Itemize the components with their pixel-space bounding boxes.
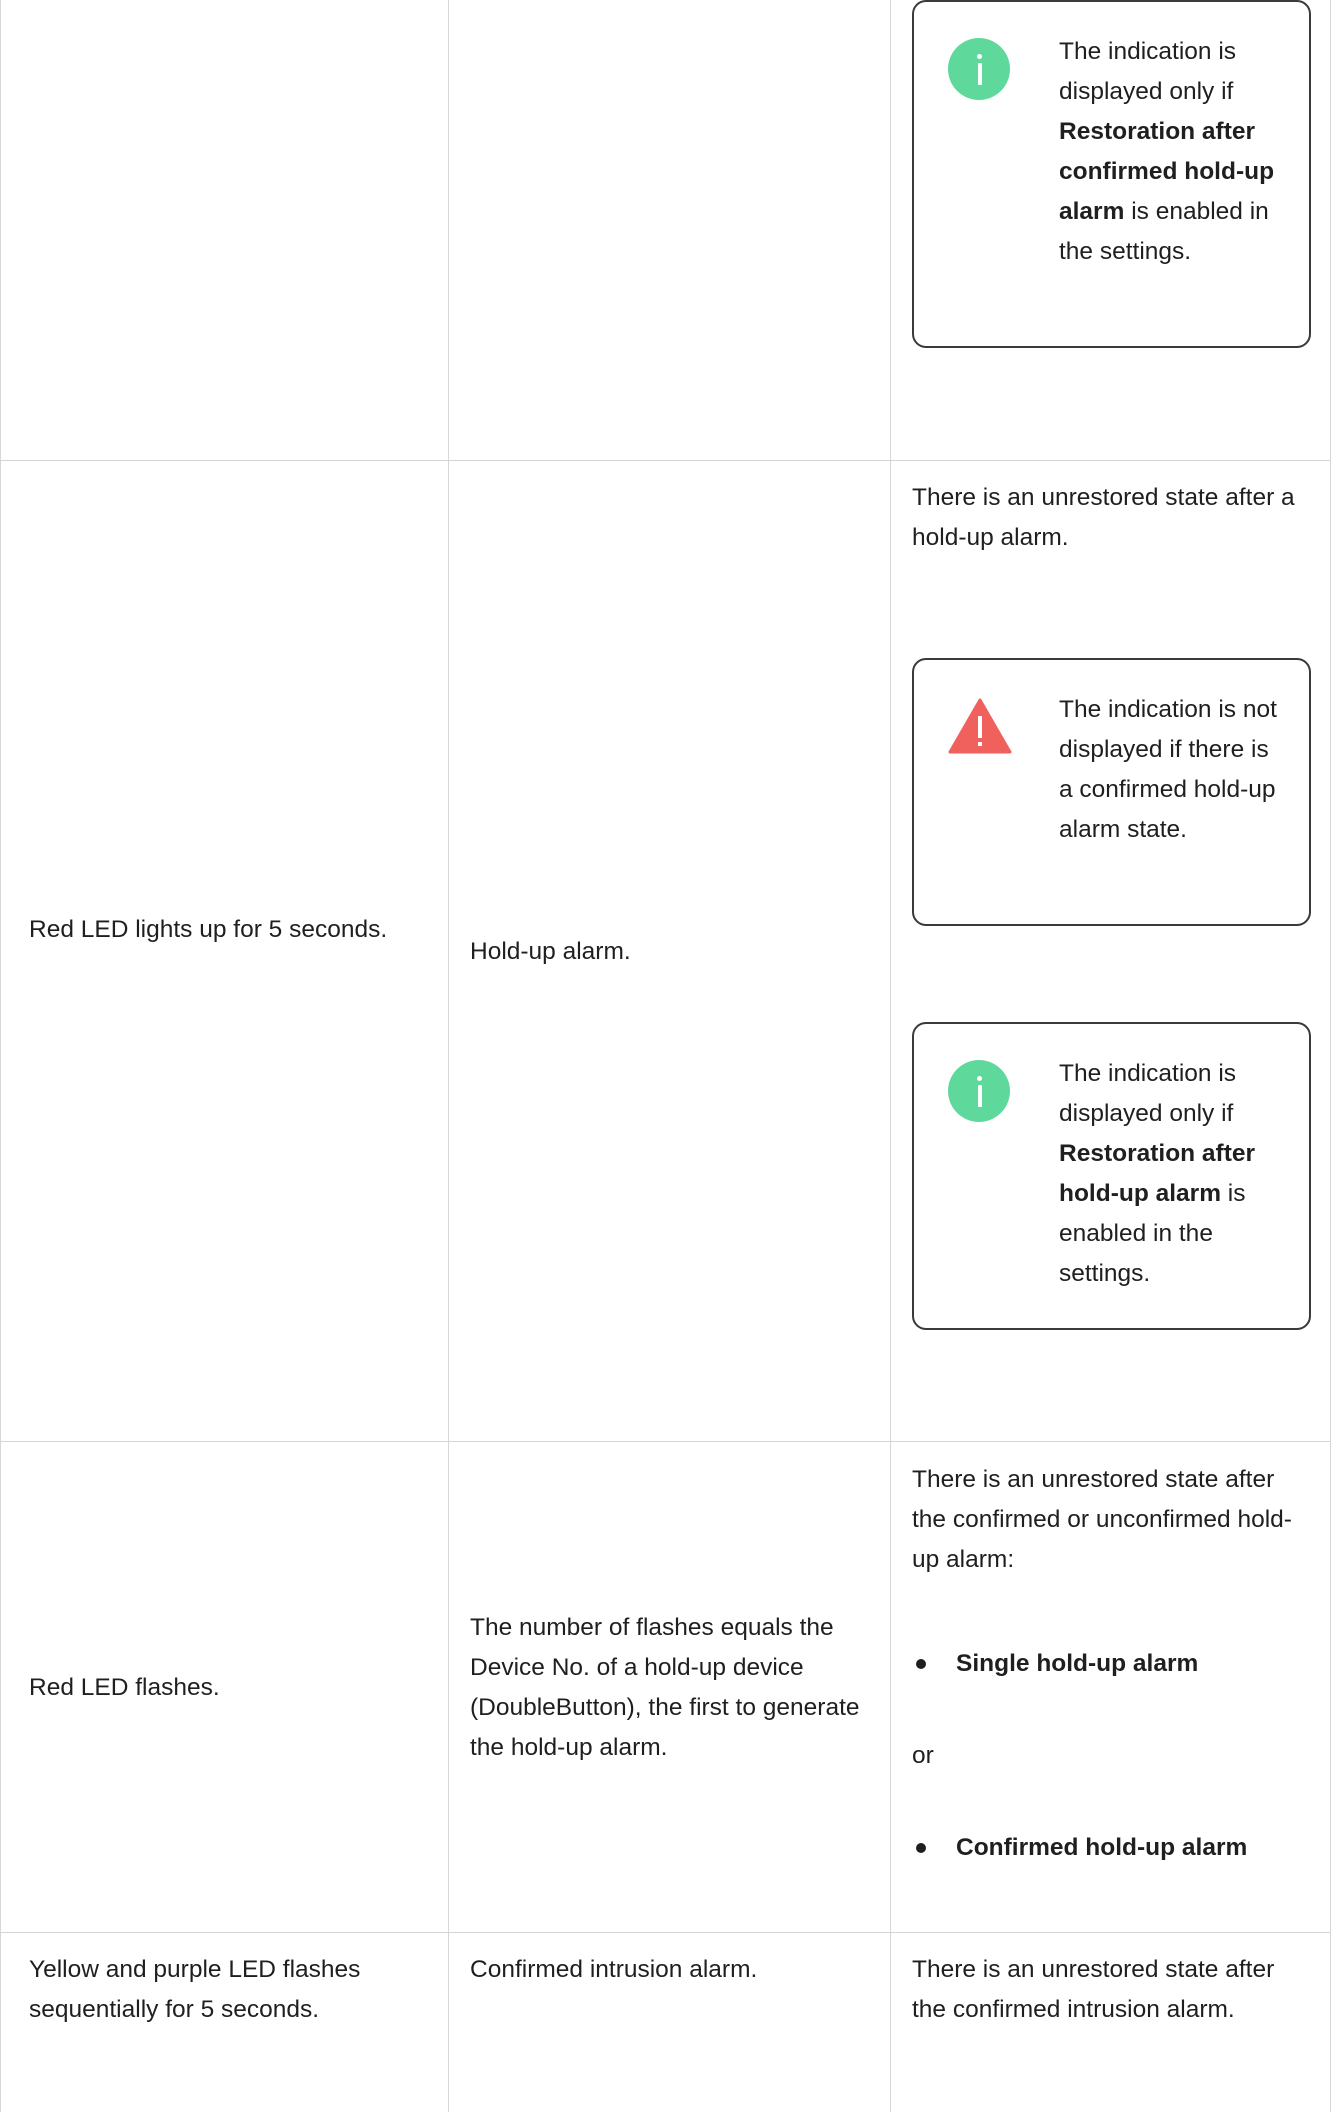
note-cell: There is an unrestored state after the confirmed intrusion alarm.	[912, 1956, 1275, 2023]
indication-cell: Red LED flashes.	[29, 1674, 220, 1701]
note-cell: There is an unrestored state after a hold-up alarm.	[912, 484, 1295, 551]
info-icon	[948, 38, 1010, 100]
column-divider-1	[0, 0, 1, 2112]
event-cell: The number of flashes equals the Device No. of a hold-up device (DoubleButton), the first to generate the hold-up alarm.	[470, 1614, 860, 1761]
info-note	[912, 1022, 1311, 1330]
event-cell: Confirmed intrusion alarm.	[470, 1956, 758, 1983]
or-text: or	[912, 1742, 934, 1769]
row-divider-3	[0, 1932, 1331, 1933]
list-item: Single hold-up alarm	[912, 1644, 1312, 1684]
info-icon	[948, 1060, 1010, 1122]
warning-note-text: The indication is not displayed if there is a confirmed hold-up alarm state.	[1059, 696, 1277, 843]
bullet-list	[912, 1828, 1312, 1868]
warning-note	[912, 658, 1311, 926]
event-cell: Hold-up alarm.	[470, 938, 631, 965]
indication-cell: Yellow and purple LED flashes sequentially for 5 seconds.	[29, 1956, 361, 2023]
indication-cell: Red LED lights up for 5 seconds.	[29, 916, 388, 943]
note-cell: There is an unrestored state after the confirmed or unconfirmed hold-up alarm:	[912, 1466, 1292, 1573]
row-divider-2	[0, 1441, 1331, 1442]
list-item: Confirmed hold-up alarm	[912, 1828, 1312, 1868]
warning-icon	[948, 698, 1012, 767]
column-divider-2	[448, 0, 449, 2112]
info-note-text: The indication is displayed only if Restoration after hold-up alarm is enabled in the settings.	[1059, 1060, 1256, 1287]
info-note	[912, 0, 1311, 348]
bullet-list	[912, 1644, 1312, 1684]
info-note-text: The indication is displayed only if Restoration after confirmed hold-up alarm is enabled in the settings.	[1059, 38, 1275, 265]
column-divider-3	[890, 0, 891, 2112]
row-divider-1	[0, 460, 1331, 461]
